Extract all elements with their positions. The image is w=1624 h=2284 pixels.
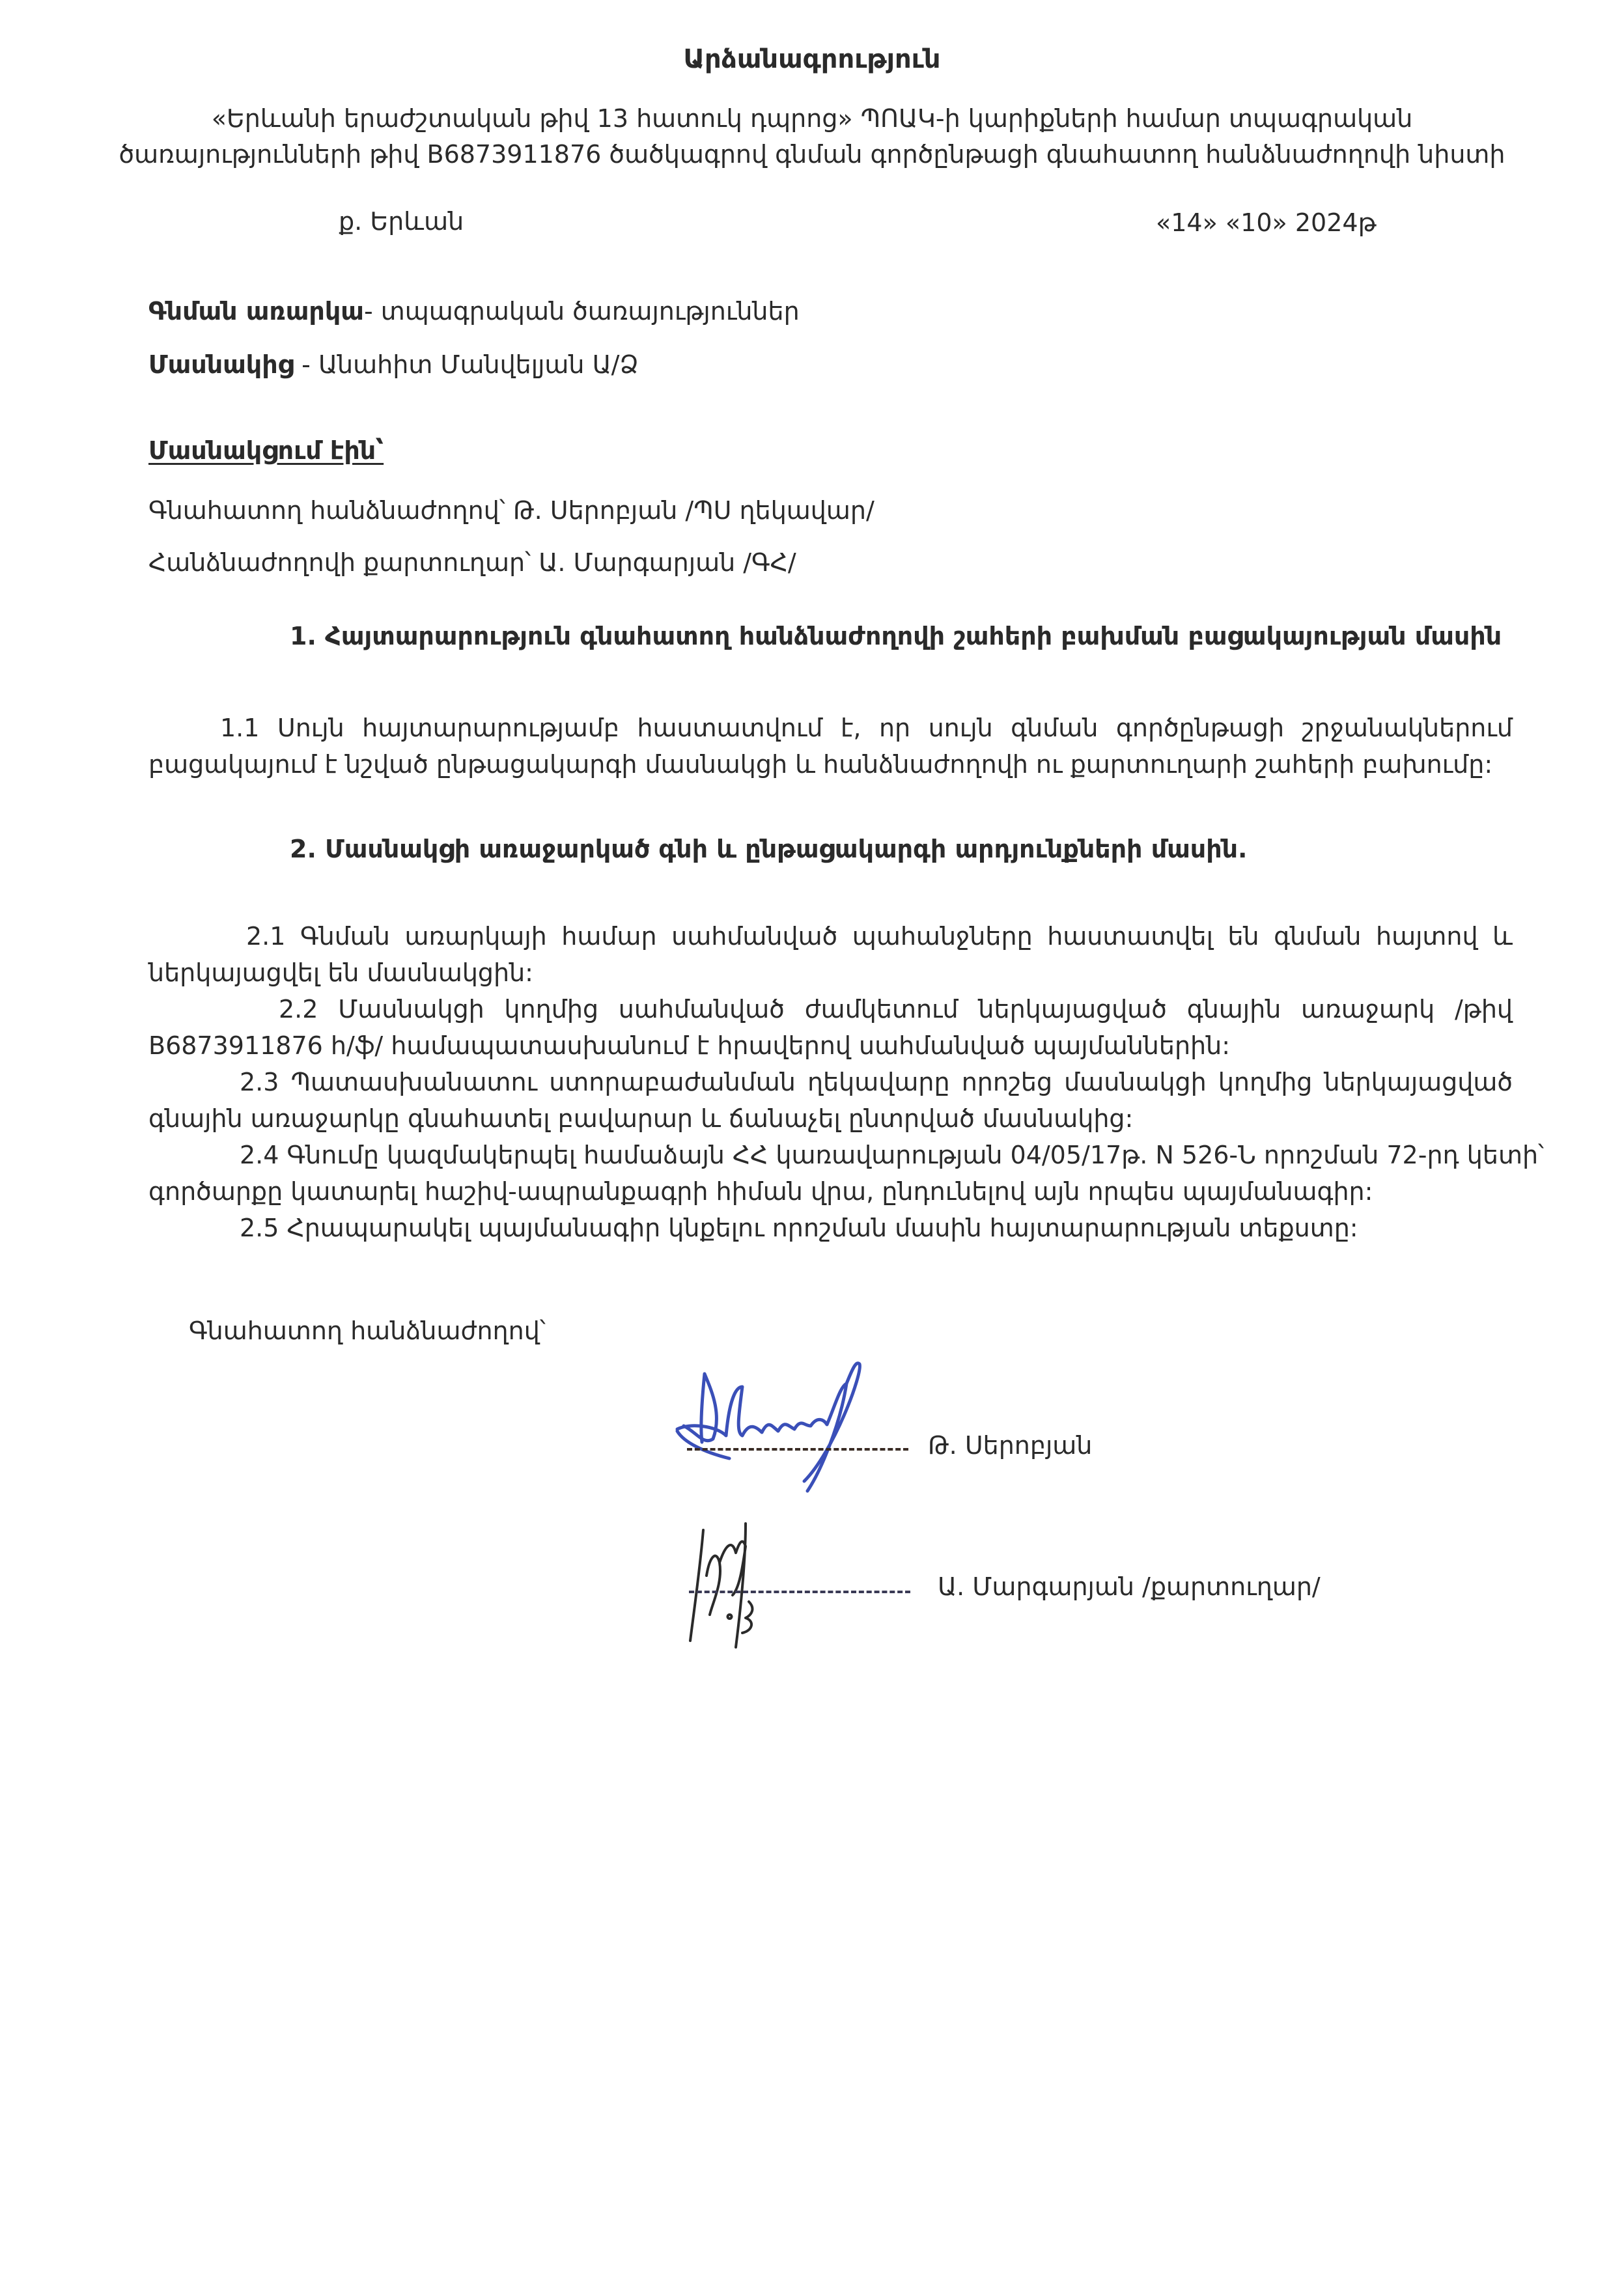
document-subtitle-line2: ծառայությունների թիվ B6873911876 ծածկագրով գնման գործընթացի գնահատող հանձնաժողովի նիստի <box>119 140 1505 169</box>
paragraph-line: 1.1 Սույն հայտարարությամբ հաստատվում է, որ սույն գնման գործընթացի շրջանակներում <box>220 714 1513 742</box>
paragraph-line: 2.4 Գնումը կազմակերպել համաձայն ՀՀ կառավարության 04/05/17թ. N 526-Ն որոշման 72-րդ կետի՝ <box>240 1141 1545 1169</box>
paragraph-line: գործարքը կատարել հաշիվ-ապրանքագրի հիման վրա, ընդունելով այն որպես պայմանագիր: <box>148 1177 1373 1206</box>
paragraph-line: բացակայում է նշված ընթացակարգի մասնակցի և հանձնաժողովի ու քարտուղարի շահերի բախումը: <box>148 750 1493 779</box>
attendees-heading: Մասնակցում էին՝ <box>148 436 384 465</box>
signature-margaryan <box>677 1517 807 1647</box>
signer-name-2: Ա. Մարգարյան /քարտուղար/ <box>938 1572 1321 1601</box>
signer-name-1: Թ. Սերոբյան <box>928 1431 1093 1460</box>
paragraph-line: 2.1 Գնման առարկայի համար սահմանված պահանջները հաստատվել են գնման հայտով և <box>246 922 1513 951</box>
attendee-item: Հանձնաժողովի քարտուղար՝ Ա. Մարգարյան /ԳՀ/ <box>148 548 796 577</box>
section-2-heading: 2. Մասնակցի առաջարկած գնի և ընթացակարգի արդյունքների մասին. <box>290 835 1248 863</box>
paragraph-line: 2.5 Հրապարակել պայմանագիր կնքելու որոշման մասին հայտարարության տեքստը: <box>240 1214 1358 1242</box>
paragraph-line: B6873911876 հ/ֆ/ համապատասխանում է հրավերով սահմանված պայմաններին: <box>148 1031 1230 1060</box>
document-date: «14» «10» 2024թ <box>1156 208 1377 237</box>
document-title: Արձանագրություն <box>683 44 941 74</box>
section-2-paragraph-2-4 <box>148 1137 1545 1210</box>
subject-label: Գնման առարկա <box>148 297 364 326</box>
paragraph-line: գնային առաջարկը գնահատել բավարար և ճանաչել ընտրված մասնակից: <box>148 1104 1134 1133</box>
section-2-paragraph-2-2 <box>148 991 1513 1064</box>
section-2-paragraph-2-3 <box>148 1064 1513 1137</box>
attendee-item: Գնահատող հանձնաժողով՝ Թ. Սերոբյան /ՊՍ ղեկավար/ <box>148 496 875 525</box>
section-1-heading: 1. Հայտարարություն գնահատող հանձնաժողովի շահերի բախման բացակայության մասին <box>290 622 1502 650</box>
signature-line-2 <box>689 1591 910 1593</box>
committee-label: Գնահատող հանձնաժողով՝ <box>189 1316 546 1345</box>
signature-line-1 <box>687 1448 908 1451</box>
paragraph-line: 2.3 Պատասխանատու ստորաբաժանման ղեկավարը որոշեց մասնակցի կողմից ներկայացված <box>240 1068 1513 1096</box>
participant-row <box>148 350 639 380</box>
participant-value: - Անահիտ Մանվելյան Ա/Ձ <box>294 350 639 379</box>
document-city: ք. Երևան <box>339 207 464 236</box>
paragraph-line: 2.2 Մասնակցի կողմից սահմանված ժամկետում ներկայացված գնային առաջարկ /թիվ <box>279 995 1513 1024</box>
subject-row <box>148 297 800 327</box>
section-2-paragraph-2-1 <box>148 918 1513 991</box>
paragraph-line: ներկայացվել են մասնակցին: <box>148 958 533 987</box>
section-1-paragraph <box>148 710 1513 783</box>
signature-seroobyan <box>664 1361 1003 1491</box>
participant-label: Մասնակից <box>148 350 294 379</box>
subject-value: - տպագրական ծառայություններ <box>363 297 800 326</box>
section-2-paragraph-2-5 <box>148 1210 1513 1246</box>
document-subtitle-line1: «Երևանի երաժշտական թիվ 13 հատուկ դպրոց» ՊՈԱԿ-ի կարիքների համար տպագրական <box>211 104 1413 133</box>
